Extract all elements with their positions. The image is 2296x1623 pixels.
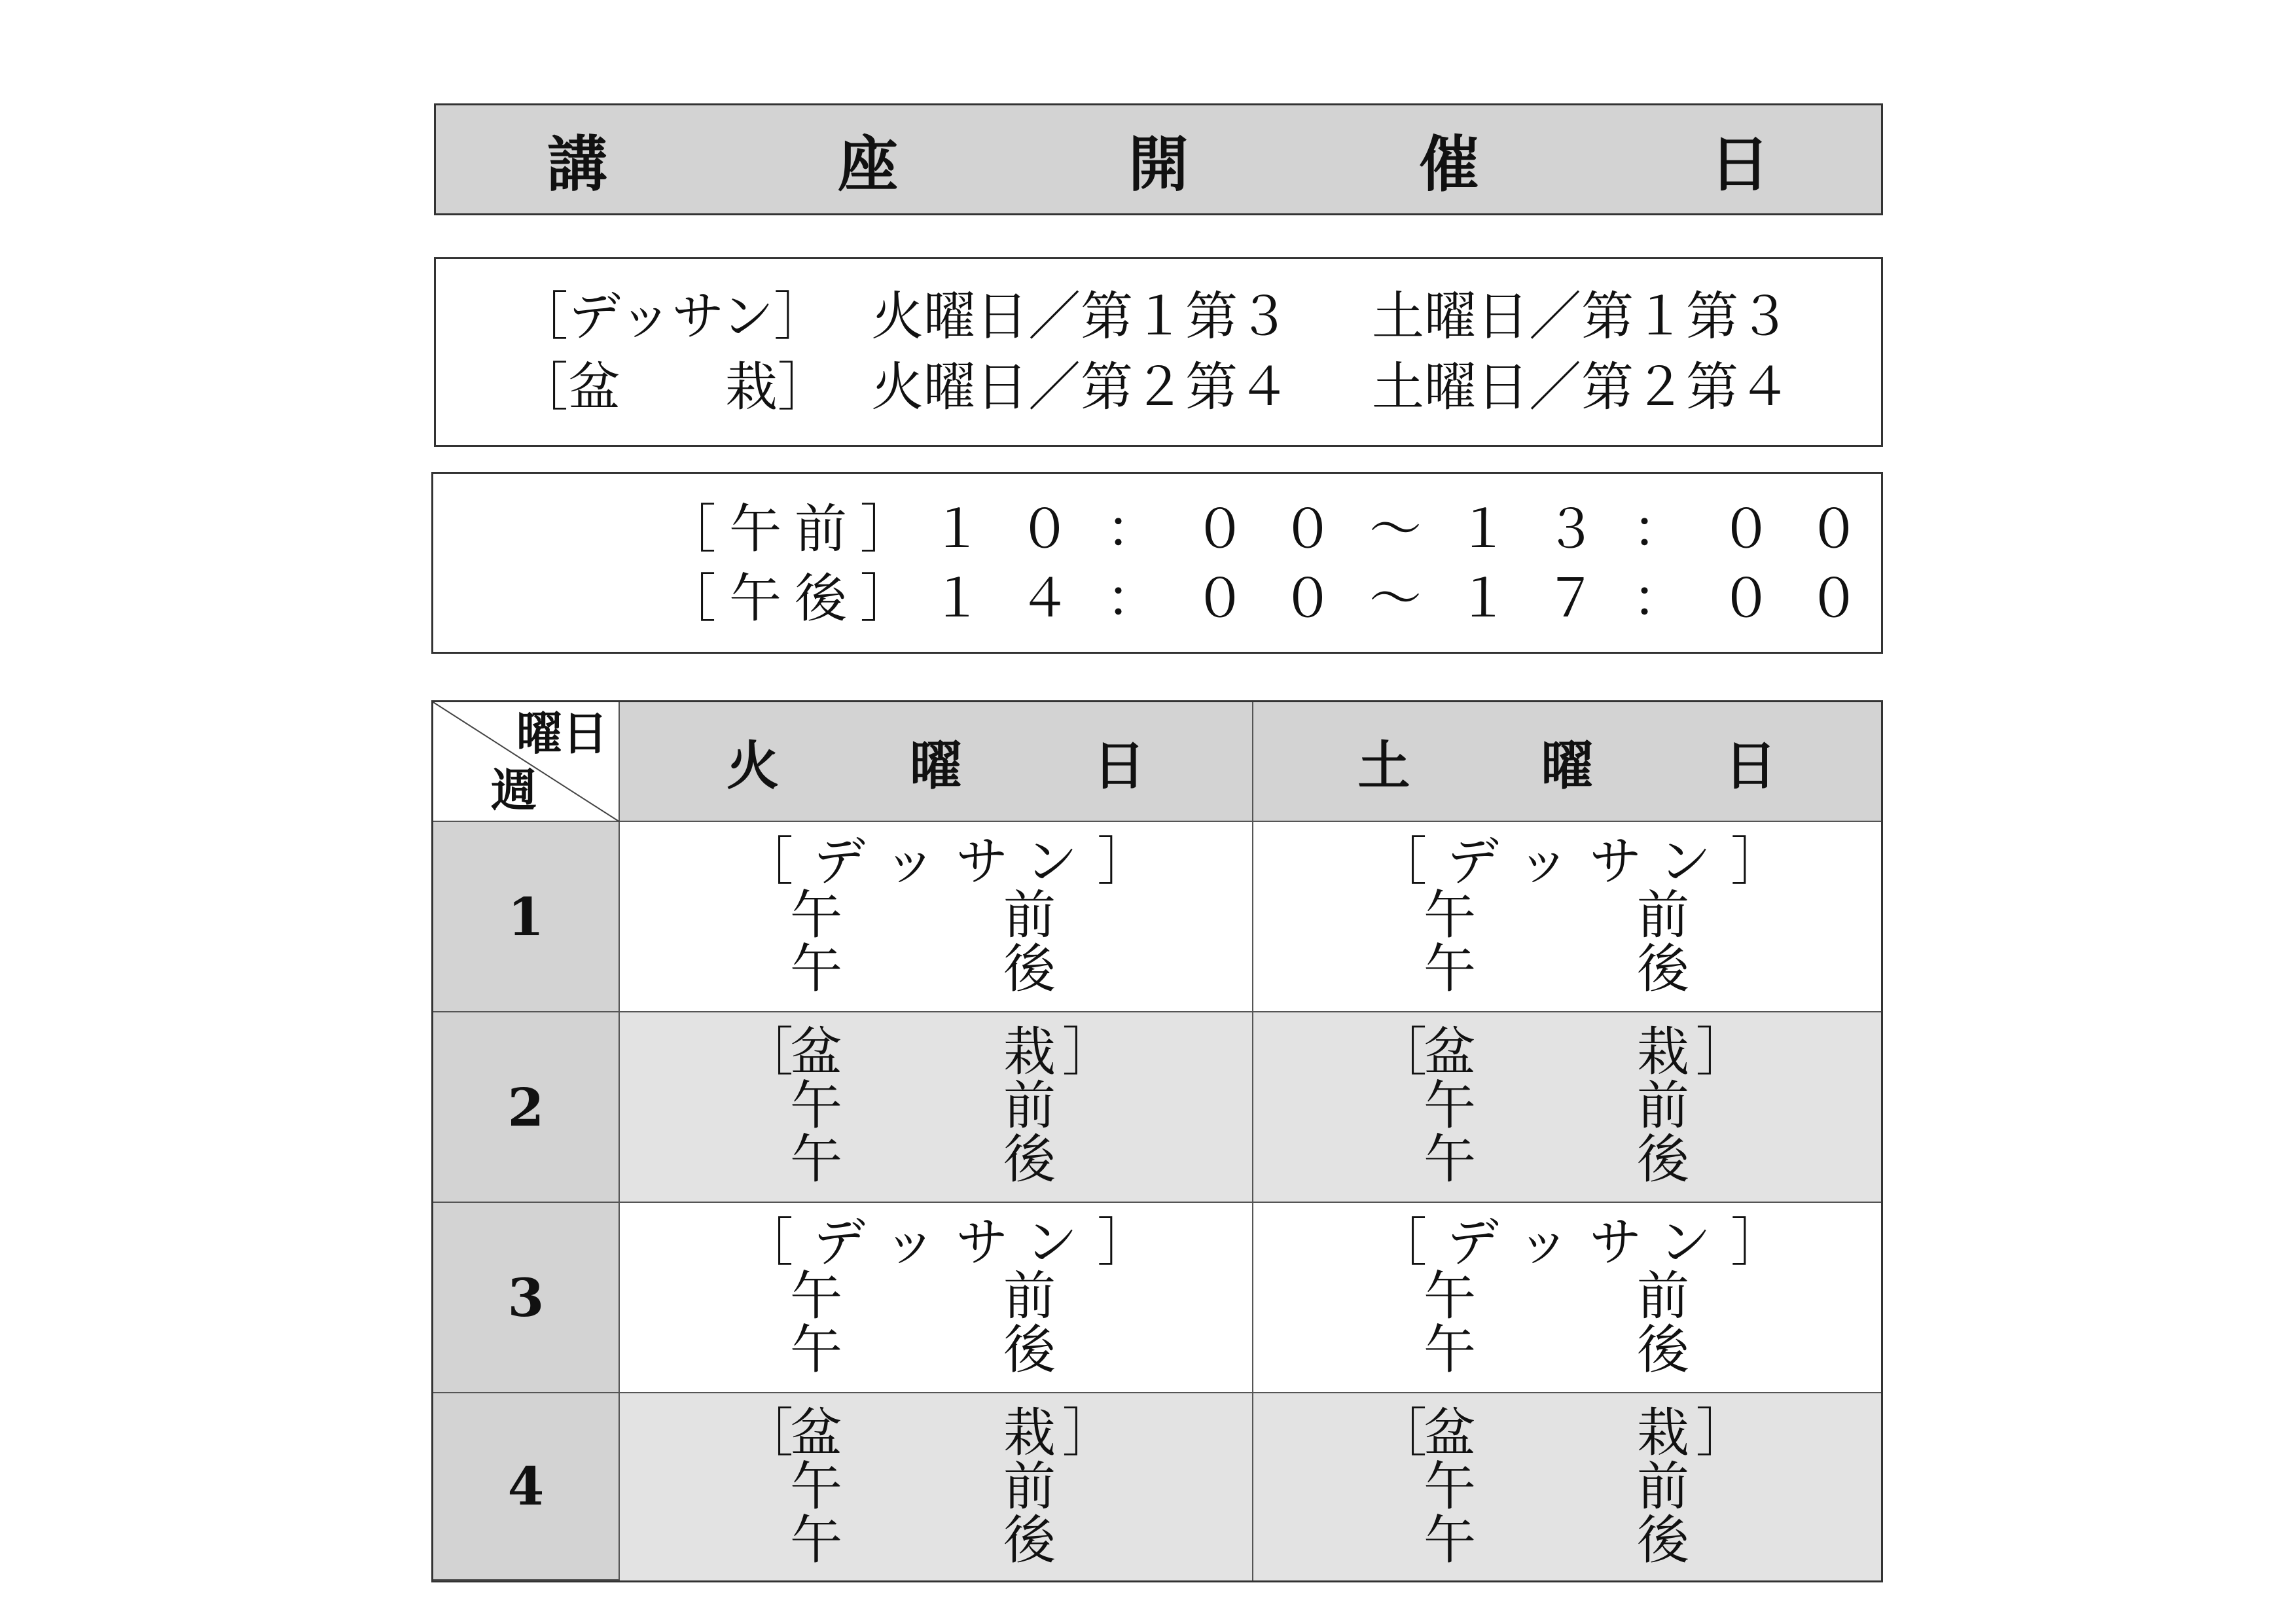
schedule-cell-saturday [1253,1012,1881,1203]
slot-char: 午 [790,1456,842,1517]
course-char: 盆 [1424,1402,1476,1463]
schedule-cell-tuesday [620,822,1253,1012]
slot-char: 前 [1637,1075,1689,1136]
table-corner-header [433,702,620,822]
schedule-cell-saturday [1253,1393,1881,1580]
course-char: 栽 [1003,1022,1056,1082]
slot-char: 午 [1424,1266,1476,1327]
course-char: 栽 [1637,1402,1689,1463]
schedule-cell-saturday [1253,822,1881,1012]
week-number-cell: 4 [433,1393,620,1580]
time-label: ［午前］ [664,499,925,560]
slot-char: 前 [1003,1075,1056,1136]
week-number-cell: 2 [433,1012,620,1203]
slot-char: 前 [1637,1266,1689,1327]
slot-char: 午 [1424,1456,1476,1517]
course-char: 栽 [1637,1022,1689,1082]
title-banner [434,103,1883,215]
course-char: ［ [1374,1022,1427,1082]
slot-char: 後 [1003,1319,1056,1380]
slot-char: 午 [1424,938,1476,999]
time-label: ［午後］ [664,568,925,629]
schedule-cell-tuesday [620,1012,1253,1203]
slot-char: 午 [1424,885,1476,946]
course-char: 栽 [1003,1402,1056,1463]
course-char: ［ [1374,1402,1427,1463]
weekly-table [431,700,1883,1582]
slot-char: 前 [1003,1456,1056,1517]
schedule-tuesday: 火曜日／第１第３ [871,286,1290,347]
slot-char: 午 [1424,1510,1476,1571]
slot-char: 後 [1003,1129,1056,1190]
slot-char: 前 [1637,1456,1689,1517]
slot-char: 午 [1424,1129,1476,1190]
slot-char: 後 [1637,1129,1689,1190]
time-range: １４：００～１７：００ [931,568,1895,629]
column-header-saturday: 土 曜 日 [1253,702,1881,822]
schedule-cell-tuesday [620,1203,1253,1393]
page-title: 講 座 開 催 日 [547,128,1855,200]
week-number-cell: 1 [433,822,620,1012]
schedule-course-name: ［盆 栽］ [516,357,830,418]
slot-char: 午 [790,1510,842,1571]
schedule-course-name: ［デッサン］ [516,286,827,347]
schedule-cell-tuesday [620,1393,1253,1580]
slot-char: 前 [1003,1266,1056,1327]
slot-char: 後 [1003,1510,1056,1571]
slot-char: 前 [1003,885,1056,946]
slot-char: 前 [1637,885,1689,946]
schedule-saturday: 土曜日／第２第４ [1372,357,1791,418]
course-char: ］ [1062,1022,1115,1082]
slot-char: 午 [1424,1075,1476,1136]
course-char: ］ [1062,1402,1115,1463]
corner-week-label: 週 [491,763,537,817]
slot-char: 午 [790,1266,842,1327]
time-box [431,472,1895,654]
slot-char: 午 [790,1319,842,1380]
week-number-cell: 3 [433,1203,620,1393]
slot-char: 午 [790,1075,842,1136]
course-char: ［ [741,1022,793,1082]
course-name: ［デッサン］ [1374,1212,1803,1273]
schedule-cell-saturday [1253,1203,1881,1393]
course-char: 盆 [790,1022,842,1082]
course-char: ［ [741,1402,793,1463]
schedule-saturday: 土曜日／第１第３ [1372,286,1791,347]
course-schedule-box [434,257,1883,447]
corner-weekday-label: 曜日 [516,706,608,760]
course-name: ［デッサン］ [1374,831,1803,892]
slot-char: 午 [790,1129,842,1190]
slot-char: 後 [1637,938,1689,999]
course-name: ［デッサン］ [741,1212,1170,1273]
schedule-tuesday: 火曜日／第２第４ [871,357,1290,418]
course-char: ］ [1696,1402,1748,1463]
course-char: 盆 [790,1402,842,1463]
slot-char: 午 [1424,1319,1476,1380]
slot-char: 午 [790,885,842,946]
course-char: 盆 [1424,1022,1476,1082]
slot-char: 午 [790,938,842,999]
slot-char: 後 [1637,1510,1689,1571]
slot-char: 後 [1003,938,1056,999]
time-range: １０：００～１３：００ [931,499,1895,560]
column-header-tuesday: 火 曜 日 [620,702,1253,822]
course-name: ［デッサン］ [741,831,1170,892]
slot-char: 後 [1637,1319,1689,1380]
course-char: ］ [1696,1022,1748,1082]
